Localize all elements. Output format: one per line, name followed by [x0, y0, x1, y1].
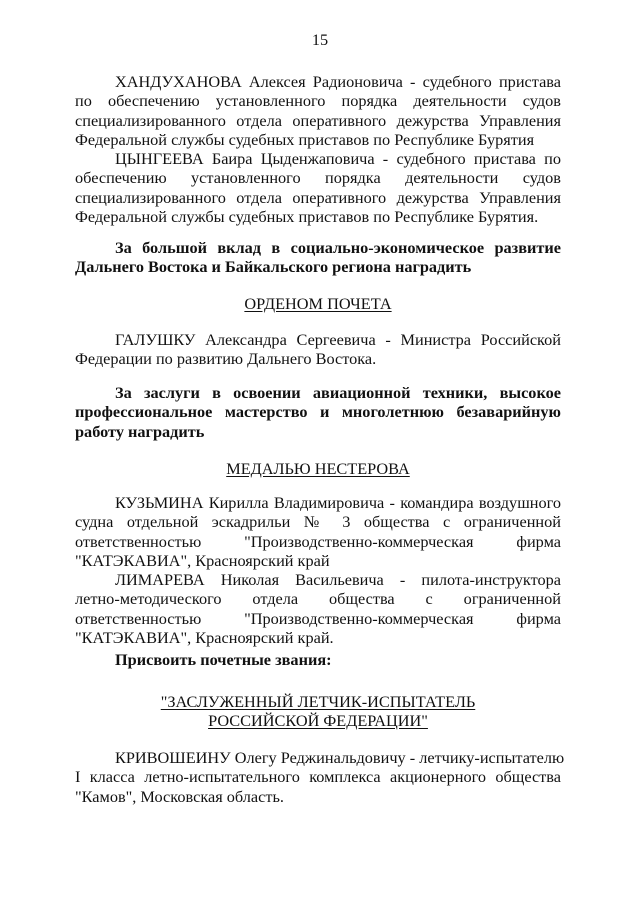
nominee-paragraph: [75, 330, 561, 369]
text-line: За большой вклад в социально-экономическое развитие: [115, 238, 561, 257]
text-line: профессиональное мастерство и многолетнюю безаварийную: [75, 402, 561, 422]
text-line: КУЗЬМИНА Кирилла Владимировича - командира воздушного: [115, 493, 561, 512]
nominee-paragraph: [75, 72, 561, 149]
text-line: [75, 294, 561, 313]
text-line: ответственностью "Производственно-коммерческая фирма: [75, 531, 561, 551]
text-line: I класса летно-испытательного комплекса акционерного общества: [75, 767, 561, 787]
text-line: "КАТЭКАВИА", Красноярский край: [75, 550, 330, 570]
text-line: специализированного отдела оперативного дежурства Управления: [75, 110, 561, 130]
nominee-paragraph: [75, 493, 561, 570]
decree-clause: [75, 238, 561, 277]
text-line: летно-методического отдела общества с ограниченной: [75, 589, 561, 609]
text-line: Федерации по развитию Дальнего Востока.: [75, 349, 377, 369]
heading-text: ОРДЕНОМ ПОЧЕТА: [244, 294, 392, 313]
text-line: Дальнего Востока и Байкальского региона наградить: [75, 257, 472, 277]
text-line: Федеральной службы судебных приставов по Республике Бурятия: [75, 129, 535, 149]
text-line: ХАНДУХАНОВА Алексея Радионовича - судебного пристава: [115, 72, 561, 91]
text-line: "КАТЭКАВИА", Красноярский край.: [75, 627, 334, 647]
award-heading: [75, 692, 561, 731]
nominee-paragraph: [75, 149, 561, 226]
heading-text: РОССИЙСКОЙ ФЕДЕРАЦИИ": [208, 711, 428, 731]
text-line: специализированного отдела оперативного дежурства Управления: [75, 187, 561, 207]
text-line: [75, 459, 561, 478]
award-heading: [75, 294, 561, 313]
text-line: ГАЛУШКУ Александра Сергеевича - Министра Российской: [115, 330, 561, 349]
text-line: [75, 711, 561, 730]
text-line: по обеспечению установленного порядка деятельности судов: [75, 91, 561, 111]
text-line: Присвоить почетные звания:: [115, 650, 332, 669]
text-line: работу наградить: [75, 421, 205, 441]
text-line: "Камов", Московская область.: [75, 786, 284, 806]
heading-text: "ЗАСЛУЖЕННЫЙ ЛЕТЧИК-ИСПЫТАТЕЛЬ: [160, 692, 476, 711]
text-line: обеспечению установленного порядка деятельности судов: [75, 168, 561, 188]
text-line: За заслуги в освоении авиационной техники, высокое: [115, 383, 561, 402]
text-line: ЦЫНГЕЕВА Баира Цыденжаповича - судебного пристава по: [115, 149, 561, 168]
text-line: ответственностью "Производственно-коммерческая фирма: [75, 608, 561, 628]
nominee-paragraph: [75, 570, 561, 647]
heading-text: МЕДАЛЬЮ НЕСТЕРОВА: [226, 459, 410, 478]
text-line: [75, 692, 561, 711]
text-line: ЛИМАРЕВА Николая Васильевича - пилота-инструктора: [115, 570, 561, 589]
text-line: Федеральной службы судебных приставов по Республике Бурятия.: [75, 206, 539, 226]
page-number: 15: [311, 30, 329, 49]
nominee-paragraph: [75, 748, 565, 806]
decree-clause: [75, 383, 561, 441]
text-line: судна отдельной эскадрильи № 3 общества с ограниченной: [75, 512, 561, 532]
text-line: КРИВОШЕИНУ Олегу Реджинальдовичу - летчику-испытателю: [115, 748, 565, 767]
decree-clause: [75, 650, 561, 669]
award-heading: [75, 459, 561, 478]
